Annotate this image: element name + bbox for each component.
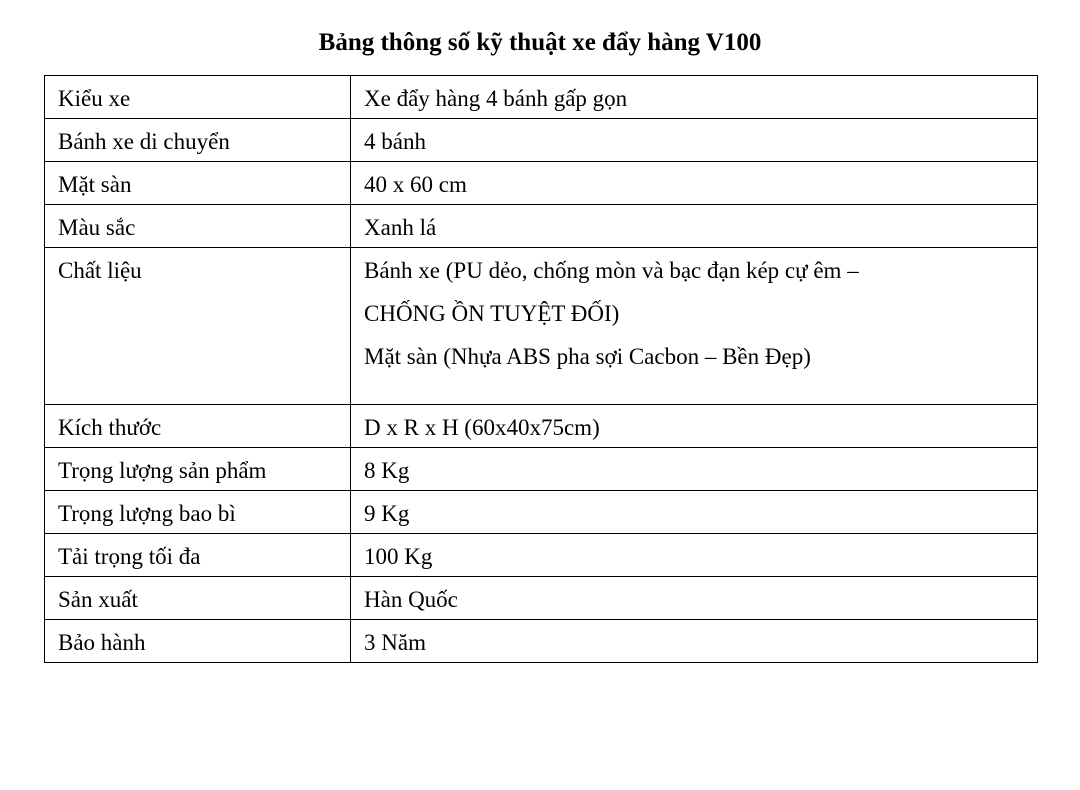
spec-value-line: Bánh xe (PU dẻo, chống mòn và bạc đạn kép cự êm – [364,258,859,283]
table-row [45,162,1038,205]
table-row [45,248,1038,405]
spec-label: Trọng lượng bao bì [45,491,351,534]
spec-value [351,534,1038,577]
spec-label: Màu sắc [45,205,351,248]
spec-label: Sản xuất [45,577,351,620]
spec-value-line: 100 Kg [364,544,433,569]
spec-value-line: Hàn Quốc [364,587,458,612]
spec-value [351,577,1038,620]
table-row [45,534,1038,577]
spec-value [351,620,1038,663]
spec-label: Mặt sàn [45,162,351,205]
table-row [45,577,1038,620]
spec-value-line: 8 Kg [364,458,410,483]
table-row [45,119,1038,162]
spec-value [351,491,1038,534]
spec-value [351,448,1038,491]
spec-value [351,162,1038,205]
spec-value-line: Xanh lá [364,215,437,240]
spec-label: Trọng lượng sản phẩm [45,448,351,491]
table-row [45,76,1038,119]
spec-label: Kiểu xe [45,76,351,119]
document-title: Bảng thông số kỹ thuật xe đẩy hàng V100 [318,29,762,56]
spec-value-line: 40 x 60 cm [364,172,467,197]
spec-label: Bảo hành [45,620,351,663]
spec-value [351,119,1038,162]
spec-value-line: 9 Kg [364,501,410,526]
spec-value-line: 4 bánh [364,129,426,154]
spec-label: Kích thước [45,405,351,448]
spec-label: Chất liệu [45,248,351,405]
table-row [45,405,1038,448]
spec-value [351,405,1038,448]
spec-value-line: 3 Năm [364,630,426,655]
spec-value [351,76,1038,119]
spec-value [351,205,1038,248]
spec-value-line: D x R x H (60x40x75cm) [364,415,600,440]
spec-table [44,75,1038,663]
spec-value-line: CHỐNG ỒN TUYỆT ĐỐI) [364,301,620,326]
spec-label: Bánh xe di chuyển [45,119,351,162]
table-row [45,491,1038,534]
spec-value-line: Mặt sàn (Nhựa ABS pha sợi Cacbon – Bền Đẹp) [364,344,811,369]
table-row [45,448,1038,491]
table-row [45,205,1038,248]
spec-value-line: Xe đẩy hàng 4 bánh gấp gọn [364,86,628,111]
spec-label: Tải trọng tối đa [45,534,351,577]
table-row [45,620,1038,663]
spec-value [351,248,1038,405]
